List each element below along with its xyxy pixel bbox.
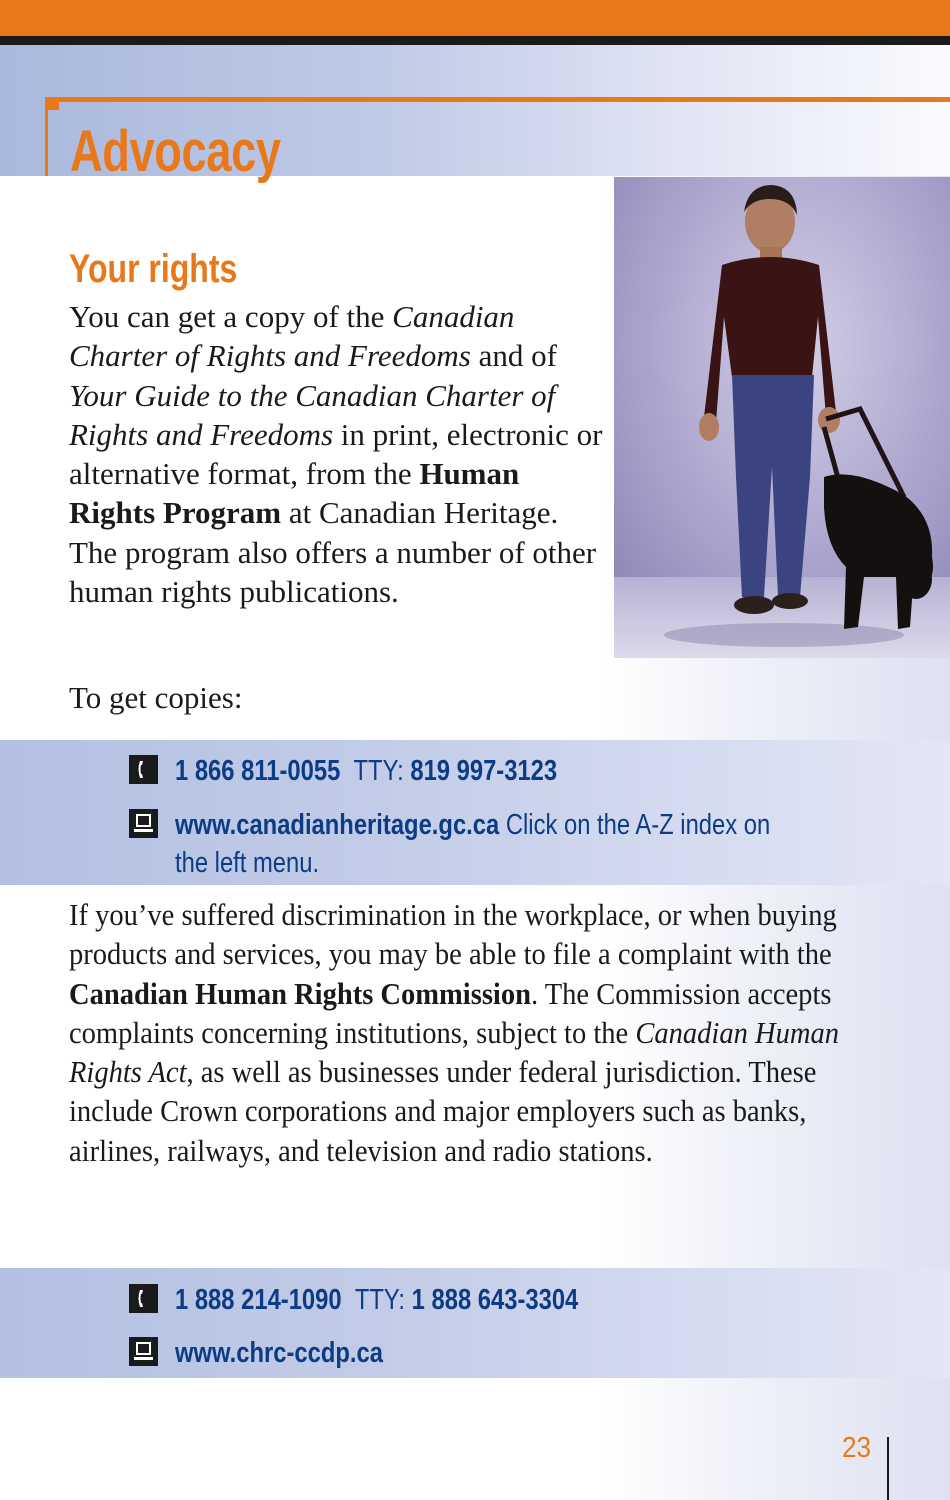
text: You can get a copy of the [69, 299, 393, 334]
text: . The Commission accepts complaints concerning institutions, subject to the [69, 975, 832, 1050]
text: at Canadian Heritage. The program also offers a number of other human rights publications. [69, 495, 597, 610]
phone-row-commission [129, 1281, 667, 1319]
page-title: Advocacy [70, 119, 281, 184]
phone-icon [129, 1284, 158, 1313]
website-note: Click on the A-Z index on the left menu. [175, 809, 771, 879]
section-heading: Your rights [69, 247, 238, 291]
program-name: Human Rights Program [69, 456, 520, 531]
commission-name: Canadian Human Rights Commission [69, 975, 531, 1011]
title-bracket-corner [45, 97, 59, 110]
act-title: Canadian Human Rights Act [69, 1014, 839, 1090]
text: , as well as businesses under federal jurisdiction. These include Crown corporations and major employers such as banks, airlines, railways, and television and radio stations. [69, 1054, 817, 1168]
phone-number[interactable]: 1 888 214-1090 [175, 1284, 342, 1316]
text: and of [470, 338, 557, 374]
tty-label: TTY: [353, 755, 404, 787]
computer-icon [129, 809, 158, 838]
phone-row-heritage [129, 752, 641, 790]
website-link[interactable]: www.canadianheritage.gc.ca [175, 809, 500, 841]
guide-title: Your Guide to the Canadian Charter of Rights and Freedoms [69, 377, 556, 452]
tty-label: TTY: [354, 1284, 406, 1316]
website-link[interactable]: www.chrc-ccdp.ca [175, 1337, 383, 1369]
top-orange-bar [0, 0, 950, 36]
rights-paragraph [69, 297, 609, 611]
top-black-rule [0, 36, 950, 45]
photo-man-with-guide-dog [614, 177, 950, 658]
page-number-rule [887, 1437, 889, 1500]
tty-number[interactable]: 1 888 643-3304 [411, 1284, 579, 1316]
title-bracket-top [45, 97, 950, 102]
web-row-heritage [129, 806, 935, 882]
web-row-commission [129, 1334, 429, 1372]
guide-dog-photo-illustration [614, 177, 950, 658]
copies-label: To get copies: [69, 680, 243, 715]
phone-number[interactable]: 1 866 811-0055 [175, 755, 341, 787]
commission-paragraph [69, 895, 897, 1170]
page-number: 23 [842, 1432, 872, 1464]
text: If you’ve suffered discrimination in the workplace, or when buying products and services, you may be able to file a complaint with the [69, 897, 837, 972]
computer-icon [129, 1337, 158, 1366]
tty-number[interactable]: 819 997-3123 [410, 755, 558, 787]
text: in print, electronic or alternative format, from the [69, 416, 603, 492]
phone-icon [129, 755, 158, 784]
charter-title: Canadian Charter of Rights and Freedoms [69, 299, 515, 374]
